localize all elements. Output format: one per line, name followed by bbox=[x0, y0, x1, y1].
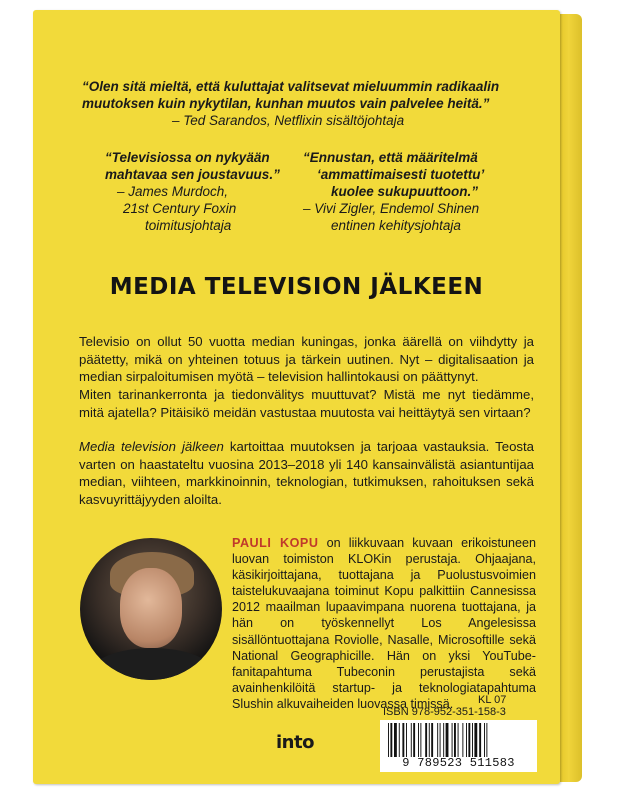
barcode-bar bbox=[429, 723, 430, 757]
quote-author bbox=[105, 183, 305, 234]
author-portrait-photo bbox=[80, 538, 222, 680]
barcode-bar bbox=[466, 723, 467, 757]
barcode-bar bbox=[443, 723, 444, 757]
quote-murdoch bbox=[105, 149, 305, 234]
quote-line: “Ennustan, että määritelmä bbox=[303, 150, 478, 165]
quote-line: “Olen sitä mieltä, että kuluttajat valitsevat mieluummin radikaalin bbox=[82, 79, 500, 94]
barcode-bar bbox=[472, 723, 473, 757]
barcode-bar bbox=[399, 723, 400, 757]
barcode-bar bbox=[418, 723, 419, 757]
quote-text bbox=[82, 78, 552, 112]
barcode-bar bbox=[411, 723, 412, 757]
portrait-face bbox=[120, 568, 182, 648]
library-class-code: KL 07 bbox=[478, 694, 507, 706]
book-title-italic: Media television jälkeen bbox=[79, 439, 224, 454]
barcode-bar bbox=[446, 723, 449, 757]
barcode-bar bbox=[468, 723, 470, 757]
quote-author-line: entinen kehitysjohtaja bbox=[331, 218, 461, 233]
barcode-bar bbox=[402, 723, 404, 757]
quote-text bbox=[105, 149, 305, 183]
quote-line: mahtavaa sen joustavuus.” bbox=[105, 167, 280, 182]
isbn: ISBN 978-952-351-158-3 bbox=[383, 706, 506, 718]
barcode-bar bbox=[486, 723, 487, 757]
barcode-bar bbox=[440, 723, 441, 757]
quote-author-line: – Ted Sarandos, Netflixin sisältöjohtaja bbox=[172, 113, 405, 128]
barcode-bar bbox=[479, 723, 481, 757]
quote-author bbox=[303, 200, 533, 234]
barcode-bar bbox=[390, 723, 392, 757]
barcode-bar bbox=[484, 723, 485, 757]
author-bio-text: on liikkuvaan kuvaan erikoistuneen luovan toimiston KLOKin perustaja. Ohjaajana, käsikirjoittajana, tuottajana ja Puolustusvoimien taistelukuvaajana toiminut Kopu palkittiin Cannesissa 2012 maailman lupaavimpana nuorena tuottajana, ja hän on työskennellyt Los Angelesissa sisällöntuottajana Roviolle, Nasalle, Microsoftille sekä National Geographicille. Hän on yksi YouTube-fanitapahtuma Tubeconin perustajista sekä avainhenkilöitä startup- ja teknologiatapahtuma Slushin alkuvaiheiden luovassa timissä. bbox=[232, 536, 536, 711]
barcode-bar bbox=[431, 723, 433, 757]
barcode-bar bbox=[388, 723, 389, 757]
publisher-logo: into bbox=[276, 732, 314, 753]
blurb-paragraph-3 bbox=[79, 438, 534, 508]
quote-author-line: toimitusjohtaja bbox=[145, 218, 232, 233]
barcode-bar bbox=[452, 723, 453, 757]
quote-zigler bbox=[303, 149, 533, 234]
barcode-bar bbox=[458, 723, 459, 757]
quote-author bbox=[82, 112, 552, 129]
book-title: MEDIA TELEVISION JÄLKEEN bbox=[109, 274, 484, 300]
barcode-bar bbox=[462, 723, 463, 757]
barcode-bar bbox=[474, 723, 477, 757]
barcode-bar bbox=[420, 723, 421, 757]
barcode-bar bbox=[425, 723, 427, 757]
quote-text bbox=[303, 149, 533, 200]
barcode-bar bbox=[413, 723, 415, 757]
quote-line: muutoksen kuin nykytilan, kunhan muutos vain palvelee heitä.” bbox=[82, 96, 490, 111]
quote-author-line: 21st Century Foxin bbox=[123, 201, 237, 216]
quote-author-line: – James Murdoch, bbox=[117, 184, 229, 199]
quote-author-line: – Vivi Zigler, Endemol Shinen bbox=[303, 201, 480, 216]
barcode-bar bbox=[394, 723, 397, 757]
blurb-paragraph-1: Televisio on ollut 50 vuotta median kuningas, jonka äärellä on viihdytty ja päätetty, mikä on yhteinen totuus ja tärkein uutinen. Nyt – digitalisaation ja median sirpaloitumisen myötä – television hallintokausi on päättynyt. bbox=[79, 334, 534, 385]
barcode-bar bbox=[437, 723, 438, 757]
author-bio bbox=[232, 535, 536, 712]
barcode-digits: 9 789523 511583 bbox=[402, 756, 515, 770]
quote-sarandos bbox=[82, 78, 552, 129]
spine-shadow-lettering bbox=[565, 134, 577, 694]
blurb-paragraph-3-text: kartoittaa muutoksen ja tarjoaa vastauksia. Teosta varten on haastateltu vuosina 2013–2018 yli 140 kansainvälistä asiantuntijaa median, viihteen, markkinoinnin, teknologian, tutkimuksen, rahoituksen sekä kasvuyrittäjyyden aloilta. bbox=[79, 439, 535, 507]
barcode bbox=[380, 720, 537, 772]
blurb-paragraph-2: Miten tarinankerronta ja tiedonvälitys muuttuvat? Mistä me nyt tiedämme, mitä ajatella? Pitäisikö meidän vastustaa muutosta vai heittäytyä sen virtaan? bbox=[79, 387, 534, 420]
quote-line: “Televisiossa on nykyään bbox=[105, 150, 270, 165]
barcode-bars bbox=[388, 723, 529, 757]
barcode-bar bbox=[454, 723, 456, 757]
barcode-bar bbox=[406, 723, 407, 757]
author-name: PAULI KOPU bbox=[232, 536, 319, 550]
quote-line: ‘ammattimaisesti tuotettu’ bbox=[317, 167, 485, 182]
quote-line: kuolee sukupuuttoon.” bbox=[331, 184, 478, 199]
portrait-shirt bbox=[90, 648, 214, 680]
book-spine bbox=[560, 14, 582, 782]
